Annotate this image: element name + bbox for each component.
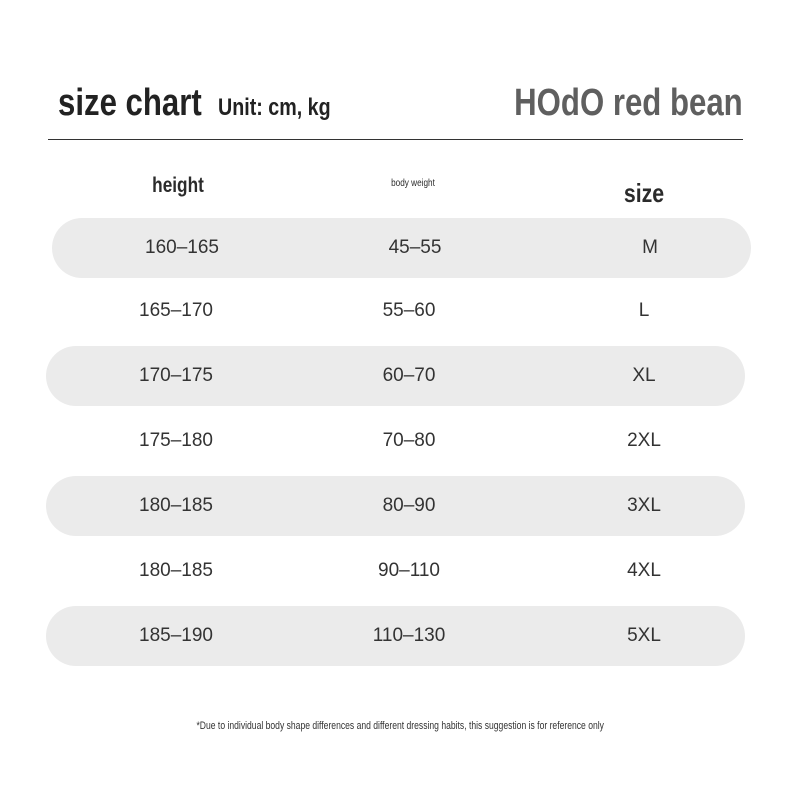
- size-cell: L: [638, 300, 650, 321]
- column-header-size: size: [623, 178, 665, 208]
- height-cell: 160–165: [145, 237, 219, 258]
- size-cell: 2XL: [627, 430, 661, 451]
- column-header-weight: body weight: [391, 178, 435, 189]
- size-cell: 3XL: [627, 495, 661, 516]
- size-cell: 5XL: [627, 625, 661, 646]
- weight-cell: 55–60: [382, 300, 436, 321]
- disclaimer-text: *Due to individual body shape differences and different dressing habits, this suggestion is for reference only: [196, 720, 604, 732]
- table-row: [46, 606, 745, 666]
- unit-label: Unit: cm, kg: [218, 94, 331, 121]
- size-cell: XL: [632, 365, 656, 386]
- table-row: [46, 541, 745, 601]
- table-row: [46, 476, 745, 536]
- height-cell: 185–190: [139, 625, 213, 646]
- height-cell: 170–175: [139, 365, 213, 386]
- disclaimer-note: [0, 720, 800, 732]
- weight-cell: 80–90: [382, 495, 436, 516]
- height-cell: 180–185: [139, 560, 213, 581]
- page-title: size chart: [58, 82, 202, 124]
- table-row: [46, 346, 745, 406]
- weight-cell: 45–55: [388, 237, 442, 258]
- table-row: [46, 411, 745, 471]
- weight-cell: 60–70: [382, 365, 436, 386]
- weight-cell: 110–130: [372, 625, 446, 646]
- size-cell: M: [642, 237, 658, 258]
- size-cell: 4XL: [627, 560, 661, 581]
- height-cell: 180–185: [139, 495, 213, 516]
- table-row: [46, 281, 745, 341]
- table-row: [52, 218, 751, 278]
- column-header-height: height: [152, 174, 204, 197]
- brand-name: HOdO red bean: [514, 82, 743, 124]
- height-cell: 165–170: [139, 300, 213, 321]
- height-cell: 175–180: [139, 430, 213, 451]
- weight-cell: 90–110: [378, 560, 440, 581]
- weight-cell: 70–80: [382, 430, 436, 451]
